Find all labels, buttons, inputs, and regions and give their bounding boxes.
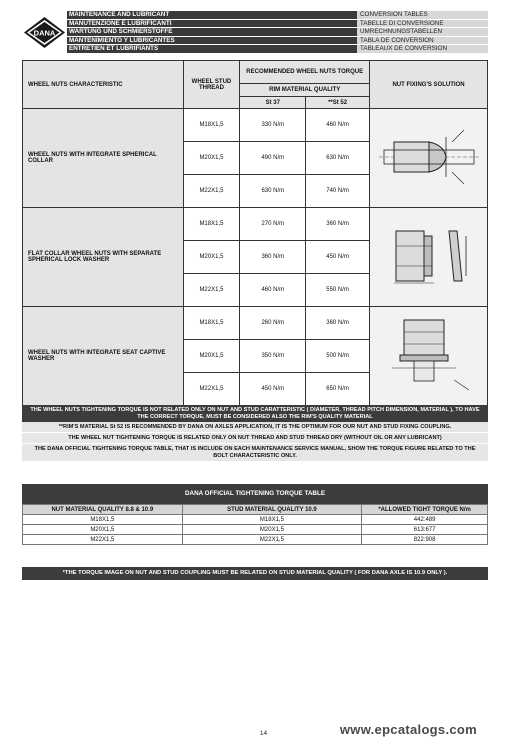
flat-collar-nut-icon: [374, 211, 484, 301]
torque-st52-cell: 630 N/m: [306, 142, 370, 175]
nut-cell: M20X1,5: [23, 525, 183, 535]
page-number: 14: [259, 730, 268, 737]
torque-st52-cell: 550 N/m: [306, 274, 370, 307]
header-subtitle: UMRECHNUNGSTABELLEN: [357, 28, 488, 36]
svg-text:DANA: DANA: [33, 28, 56, 38]
torque-st37-cell: 270 N/m: [240, 208, 306, 241]
header-row: [67, 11, 488, 20]
header-subtitle: TABLEAUX DE CONVERSION: [357, 45, 488, 53]
torque-cell: 442:489: [362, 515, 488, 525]
stud-cell: M22X1,5: [182, 535, 362, 545]
nut-type-label: FLAT COLLAR WHEEL NUTS WITH SEPARATE SPHERICAL LOCK WASHER: [23, 208, 184, 307]
col-header-st52: **St 52: [306, 97, 370, 109]
thread-cell: M20X1,5: [183, 241, 240, 274]
header-subtitle: CONVERSION TABLES: [357, 11, 488, 19]
flat-collar-nut-drawing: [370, 208, 488, 307]
torque-st37-cell: 260 N/m: [240, 307, 306, 340]
col-header-rim-quality: RIM MATERIAL QUALITY: [240, 84, 370, 97]
nut-type-label: WHEEL NUTS WITH INTEGRATE SPHERICAL COLLAR: [23, 109, 184, 208]
thread-cell: M18X1,5: [183, 307, 240, 340]
torque-st37-cell: 350 N/m: [240, 340, 306, 373]
spherical-collar-nut-drawing: [370, 109, 488, 208]
stud-cell: M18X1,5: [182, 515, 362, 525]
nut-cell: M18X1,5: [23, 515, 183, 525]
stud-cell: M20X1,5: [182, 525, 362, 535]
dana-logo: [22, 11, 67, 54]
header-row: [67, 45, 488, 54]
thread-cell: M22X1,5: [183, 373, 240, 406]
stud-quality-footnote: *THE TORQUE IMAGE ON NUT AND STUD COUPLING MUST BE RELATED ON STUD MATERIAL QUALITY ( FOR DANA AXLE IS 10.9 ONLY ).: [22, 567, 488, 580]
nut-cell: M22X1,5: [23, 535, 183, 545]
torque-table-title: DANA OFFICIAL TIGHTENING TORQUE TABLE: [22, 484, 488, 504]
col-header-torque: RECOMMENDED WHEEL NUTS TORQUE: [240, 61, 370, 84]
wheel-nut-torque-table: [22, 60, 488, 406]
table-row: [23, 535, 488, 545]
col-header-solution: NUT FIXING'S SOLUTION: [370, 61, 488, 109]
thread-cell: M20X1,5: [183, 340, 240, 373]
header-title: MAINTENANCE AND LUBRICANT: [67, 11, 357, 19]
torque-st37-cell: 460 N/m: [240, 274, 306, 307]
header-row: [67, 28, 488, 37]
header-title-rows: [67, 11, 488, 54]
col-header-thread: WHEEL STUD THREAD: [183, 61, 240, 109]
spherical-collar-nut-icon: [374, 112, 484, 202]
torque-notes: [22, 405, 488, 462]
header-title: WARTUNG UND SCHMIERSTOFFE: [67, 28, 357, 36]
torque-st52-cell: 500 N/m: [306, 340, 370, 373]
torque-cell: 613:677: [362, 525, 488, 535]
col-header-st37: St 37: [240, 97, 306, 109]
dana-official-torque-table: [22, 484, 488, 545]
header-row: [67, 37, 488, 46]
header-title: ENTRETIEN ET LUBRIFIANTS: [67, 45, 357, 53]
nut-type-label: WHEEL NUTS WITH INTEGRATE SEAT CAPTIVE WASHER: [23, 307, 184, 406]
torque-cell: 822:908: [362, 535, 488, 545]
torque-st52-cell: 360 N/m: [306, 208, 370, 241]
col-header-stud-quality: STUD MATERIAL QUALITY 10.9: [182, 505, 362, 515]
col-header-characteristic: WHEEL NUTS CHARACTERISTIC: [23, 61, 184, 109]
torque-st52-cell: 360 N/m: [306, 307, 370, 340]
note-dry-thread: THE WHEEL NUT TIGHTENING TORQUE IS RELATED ONLY ON NUT THREAD AND STUD THREAD DRY (WITHOUT OIL OR ANY LUBRICANT): [22, 433, 488, 444]
torque-st52-cell: 650 N/m: [306, 373, 370, 406]
torque-st37-cell: 630 N/m: [240, 175, 306, 208]
torque-st37-cell: 450 N/m: [240, 373, 306, 406]
table-row: [23, 525, 488, 535]
note-official-table: THE DANA OFFICIAL TIGHTENING TORQUE TABLE, THAT IS INCLUDE ON EACH MAINTENANCE SERVICE MANUAL, SHOW THE TORQUE FIGURE RELATED TO THE BOLT CHARACTERISTIC ONLY.: [22, 444, 488, 462]
thread-cell: M20X1,5: [183, 142, 240, 175]
torque-st37-cell: 360 N/m: [240, 241, 306, 274]
page-header: [22, 11, 488, 54]
thread-cell: M18X1,5: [183, 109, 240, 142]
header-title: MANUTENZIONE E LUBRIFICANTI: [67, 20, 357, 28]
header-row: [67, 20, 488, 29]
torque-st37-cell: 330 N/m: [240, 109, 306, 142]
captive-washer-nut-drawing: [370, 307, 488, 406]
thread-cell: M22X1,5: [183, 175, 240, 208]
torque-st52-cell: 460 N/m: [306, 109, 370, 142]
header-title: MANTENIMIENTO Y LUBRICANTES: [67, 37, 357, 45]
col-header-allowed-torque: *ALLOWED TIGHT TORQUE N/m: [362, 505, 488, 515]
table-row: [23, 515, 488, 525]
col-header-nut-quality: NUT MATERIAL QUALITY 8.8 & 10.9: [23, 505, 183, 515]
thread-cell: M18X1,5: [183, 208, 240, 241]
header-subtitle: TABLA DE CONVERSION: [357, 37, 488, 45]
header-subtitle: TABELLE DI CONVERSIONE: [357, 20, 488, 28]
note-st52-recommended: **RIM'S MATERIAL St 52 IS RECOMMENDED BY DANA ON AXLES APPLICATION, IT IS THE OPTIMUM FOR OUR NUT AND STUD FIXING COUPLING.: [22, 422, 488, 433]
website-watermark: www.epcatalogs.com: [339, 722, 477, 737]
captive-washer-nut-icon: [374, 310, 484, 400]
note-rim-quality: THE WHEEL NUTS TIGHTENING TORQUE IS NOT RELATED ONLY ON NUT AND STUD CARATTERISTIC ( DIAMETER, THREAD PITCH DIMENSION, MATERIAL ), TO HAVE THE CORRECT TORQUE, MUST BE CONSIDERED ALSO THE RIM'S QUALITY MATERIAL: [22, 405, 488, 422]
thread-cell: M22X1,5: [183, 274, 240, 307]
torque-st52-cell: 450 N/m: [306, 241, 370, 274]
torque-st52-cell: 740 N/m: [306, 175, 370, 208]
torque-st37-cell: 490 N/m: [240, 142, 306, 175]
